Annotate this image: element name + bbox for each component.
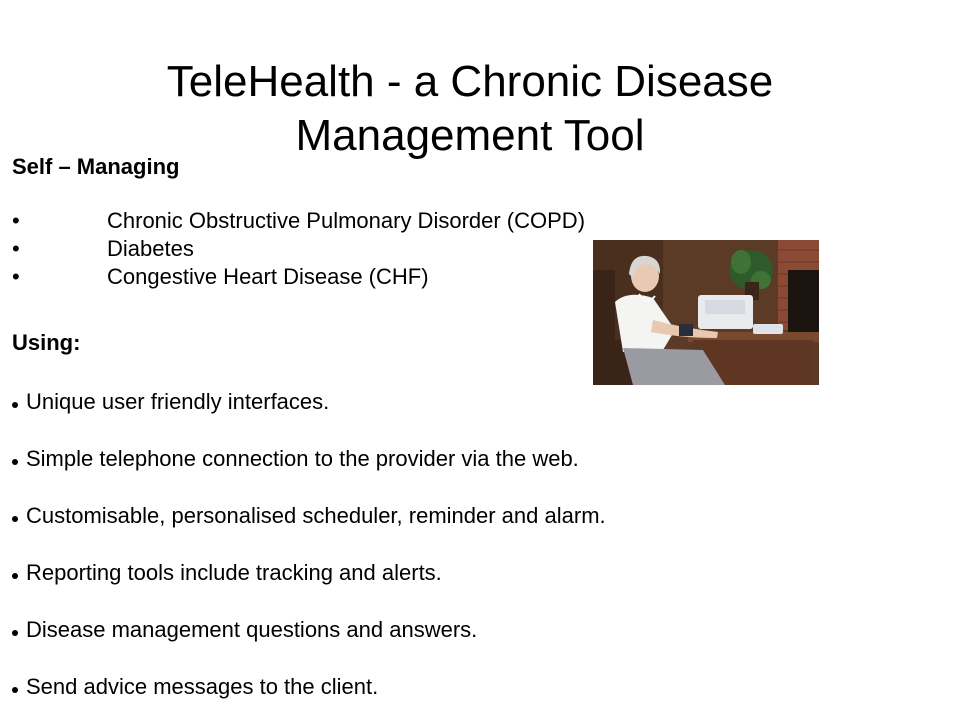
feature-item	[12, 443, 606, 475]
conditions-list	[12, 207, 585, 291]
bullet-glyph: •	[12, 208, 20, 233]
feature-item	[12, 614, 606, 646]
feature-label: Customisable, personalised scheduler, reminder and alarm.	[26, 503, 606, 528]
condition-label: Congestive Heart Disease (CHF)	[107, 264, 429, 289]
condition-item	[12, 235, 585, 263]
feature-label: Unique user friendly interfaces.	[26, 389, 330, 414]
self-managing-heading: Self – Managing	[12, 154, 180, 179]
condition-item	[12, 263, 585, 291]
slide-title	[60, 55, 880, 163]
bullet-dot-icon	[12, 516, 18, 522]
title-line-1: TeleHealth - a Chronic Disease	[166, 57, 774, 107]
bullet-dot-icon	[12, 459, 18, 465]
bullet-dot-icon	[12, 687, 18, 693]
bullet-glyph: •	[12, 236, 20, 261]
using-heading: Using:	[12, 330, 81, 355]
feature-label: Disease management questions and answers.	[26, 617, 478, 642]
feature-label: Simple telephone connection to the provider via the web.	[26, 446, 579, 471]
features-list	[12, 386, 606, 728]
feature-label: Reporting tools include tracking and alerts.	[26, 560, 442, 585]
bullet-dot-icon	[12, 573, 18, 579]
telehealth-photo	[593, 240, 819, 385]
bullet-dot-icon	[12, 402, 18, 408]
condition-item	[12, 207, 585, 235]
bullet-glyph: •	[12, 264, 20, 289]
feature-item	[12, 500, 606, 532]
feature-label: Send advice messages to the client.	[26, 674, 379, 699]
bullet-dot-icon	[12, 630, 18, 636]
feature-item	[12, 671, 606, 703]
condition-label: Diabetes	[107, 236, 194, 261]
feature-item	[12, 386, 606, 418]
title-line-2: Management Tool	[295, 111, 645, 161]
condition-label: Chronic Obstructive Pulmonary Disorder (COPD)	[107, 208, 586, 233]
feature-item	[12, 557, 606, 589]
